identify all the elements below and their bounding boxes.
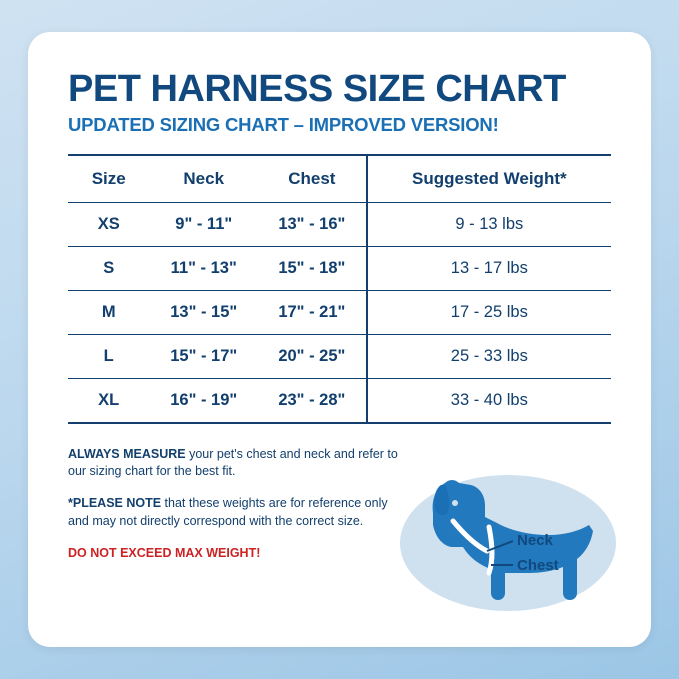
column-header-size: Size	[68, 156, 149, 203]
table-row	[68, 290, 611, 334]
size-table	[68, 156, 611, 422]
cell-weight: 9 - 13 lbs	[367, 202, 611, 246]
size-table-container	[68, 154, 611, 424]
cell-chest: 15" - 18"	[258, 246, 367, 290]
page-title: PET HARNESS SIZE CHART	[68, 68, 566, 110]
cell-chest: 13" - 16"	[258, 202, 367, 246]
table-row	[68, 334, 611, 378]
note-please-rest: that these weights are for reference only and may not directly correspond with the correct size.	[68, 496, 388, 528]
dog-diagram	[393, 455, 623, 625]
note-measure-bold: ALWAYS MEASURE	[68, 446, 186, 461]
note-please	[68, 495, 398, 531]
page-subtitle: UPDATED SIZING CHART – IMPROVED VERSION!	[68, 113, 499, 135]
cell-neck: 11" - 13"	[149, 246, 258, 290]
note-please-bold: *PLEASE NOTE	[68, 496, 162, 511]
cell-weight: 17 - 25 lbs	[367, 290, 611, 334]
table-row	[68, 378, 611, 422]
cell-size: M	[68, 290, 149, 334]
notes-block	[68, 446, 398, 563]
cell-neck: 13" - 15"	[149, 290, 258, 334]
table-body	[68, 202, 611, 422]
neck-label: Neck	[517, 532, 553, 549]
cell-neck: 9" - 11"	[149, 202, 258, 246]
dog-diagram-svg	[393, 455, 623, 625]
cell-size: S	[68, 246, 149, 290]
table-row	[68, 246, 611, 290]
cell-size: XL	[98, 390, 120, 409]
note-measure-rest: your pet's chest and neck and refer to our sizing chart for the best fit.	[68, 446, 398, 479]
cell-weight: 25 - 33 lbs	[367, 334, 611, 378]
cell-weight: 13 - 17 lbs	[367, 246, 611, 290]
table-header-row	[68, 156, 611, 203]
cell-neck: 15" - 17"	[149, 334, 258, 378]
cell-chest: 23" - 28"	[278, 390, 346, 409]
cell-chest: 17" - 21"	[258, 290, 367, 334]
column-header-neck: Neck	[149, 156, 258, 203]
note-measure	[68, 446, 398, 482]
cell-size: XS	[68, 202, 149, 246]
cell-chest: 20" - 25"	[258, 334, 367, 378]
note-warning: DO NOT EXCEED MAX WEIGHT!	[68, 545, 261, 560]
table-header	[68, 156, 611, 203]
column-header-chest: Chest	[258, 156, 367, 203]
column-header-weight: Suggested Weight*	[367, 156, 611, 203]
table-row	[68, 202, 611, 246]
cell-weight: 33 - 40 lbs	[367, 378, 611, 422]
cell-size: L	[68, 334, 149, 378]
chest-label: Chest	[517, 557, 559, 574]
dog-eye-icon	[452, 500, 458, 506]
cell-neck: 16" - 19"	[170, 390, 238, 409]
size-chart-card	[28, 32, 651, 647]
